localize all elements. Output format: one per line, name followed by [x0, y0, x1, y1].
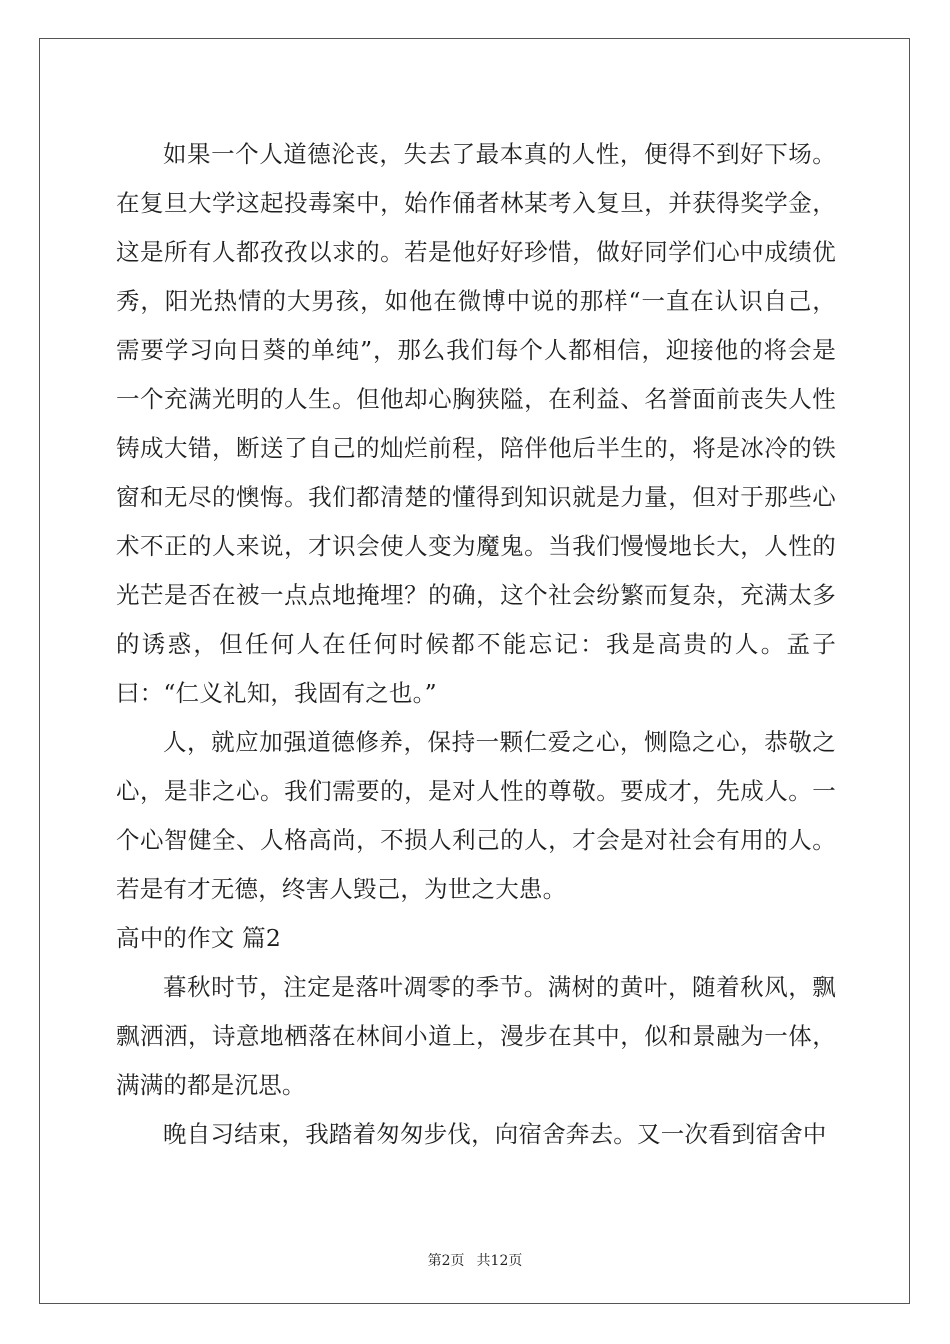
page-footer [0, 1250, 950, 1270]
paragraph-3: 暮秋时节，注定是落叶凋零的季节。满树的黄叶，随着秋风，飘飘洒洒，诗意地栖落在林间小道上，漫步在其中，似和景融为一体，满满的都是沉思。 [116, 973, 836, 1099]
document-body [116, 130, 836, 1159]
paragraph-1: 如果一个人道德沦丧，失去了最本真的人性，便得不到好下场。在复旦大学这起投毒案中，始作俑者林某考入复旦，并获得奖学金，这是所有人都孜孜以求的。若是他好好珍惜，做好同学们心中成绩优秀，阳光热情的大男孩，如他在微博中说的那样“一直在认识自己，需要学习向日葵的单纯”，那么我们每个人都相信，迎接他的将会是一个充满光明的人生。但他却心胸狭隘，在利益、名誉面前丧失人性铸成大错，断送了自己的灿烂前程，陪伴他后半生的，将是冰冷的铁窗和无尽的懊悔。我们都清楚的懂得到知识就是力量，但对于那些心术不正的人来说，才识会使人变为魔鬼。当我们慢慢地长大，人性的光芒是否在被一点点地掩埋？的确，这个社会纷繁而复杂，充满太多的诱惑，但任何人在任何时候都不能忘记：我是高贵的人。孟子曰：“仁义礼知，我固有之也。” [116, 140, 836, 707]
page-total: 共12页 [476, 1253, 523, 1269]
page-number: 第2页 [427, 1253, 465, 1269]
paragraph-2: 人，就应加强道德修养，保持一颗仁爱之心，恻隐之心，恭敬之心，是非之心。我们需要的，是对人性的尊敬。要成才，先成人。一个心智健全、人格高尚，不损人利己的人，才会是对社会有用的人。若是有才无德，终害人毁己，为世之大患。 [116, 728, 836, 903]
section-heading: 高中的作文 篇2 [116, 924, 282, 952]
paragraph-4: 晚自习结束，我踏着匆匆步伐，向宿舍奔去。又一次看到宿舍中 [163, 1120, 827, 1148]
